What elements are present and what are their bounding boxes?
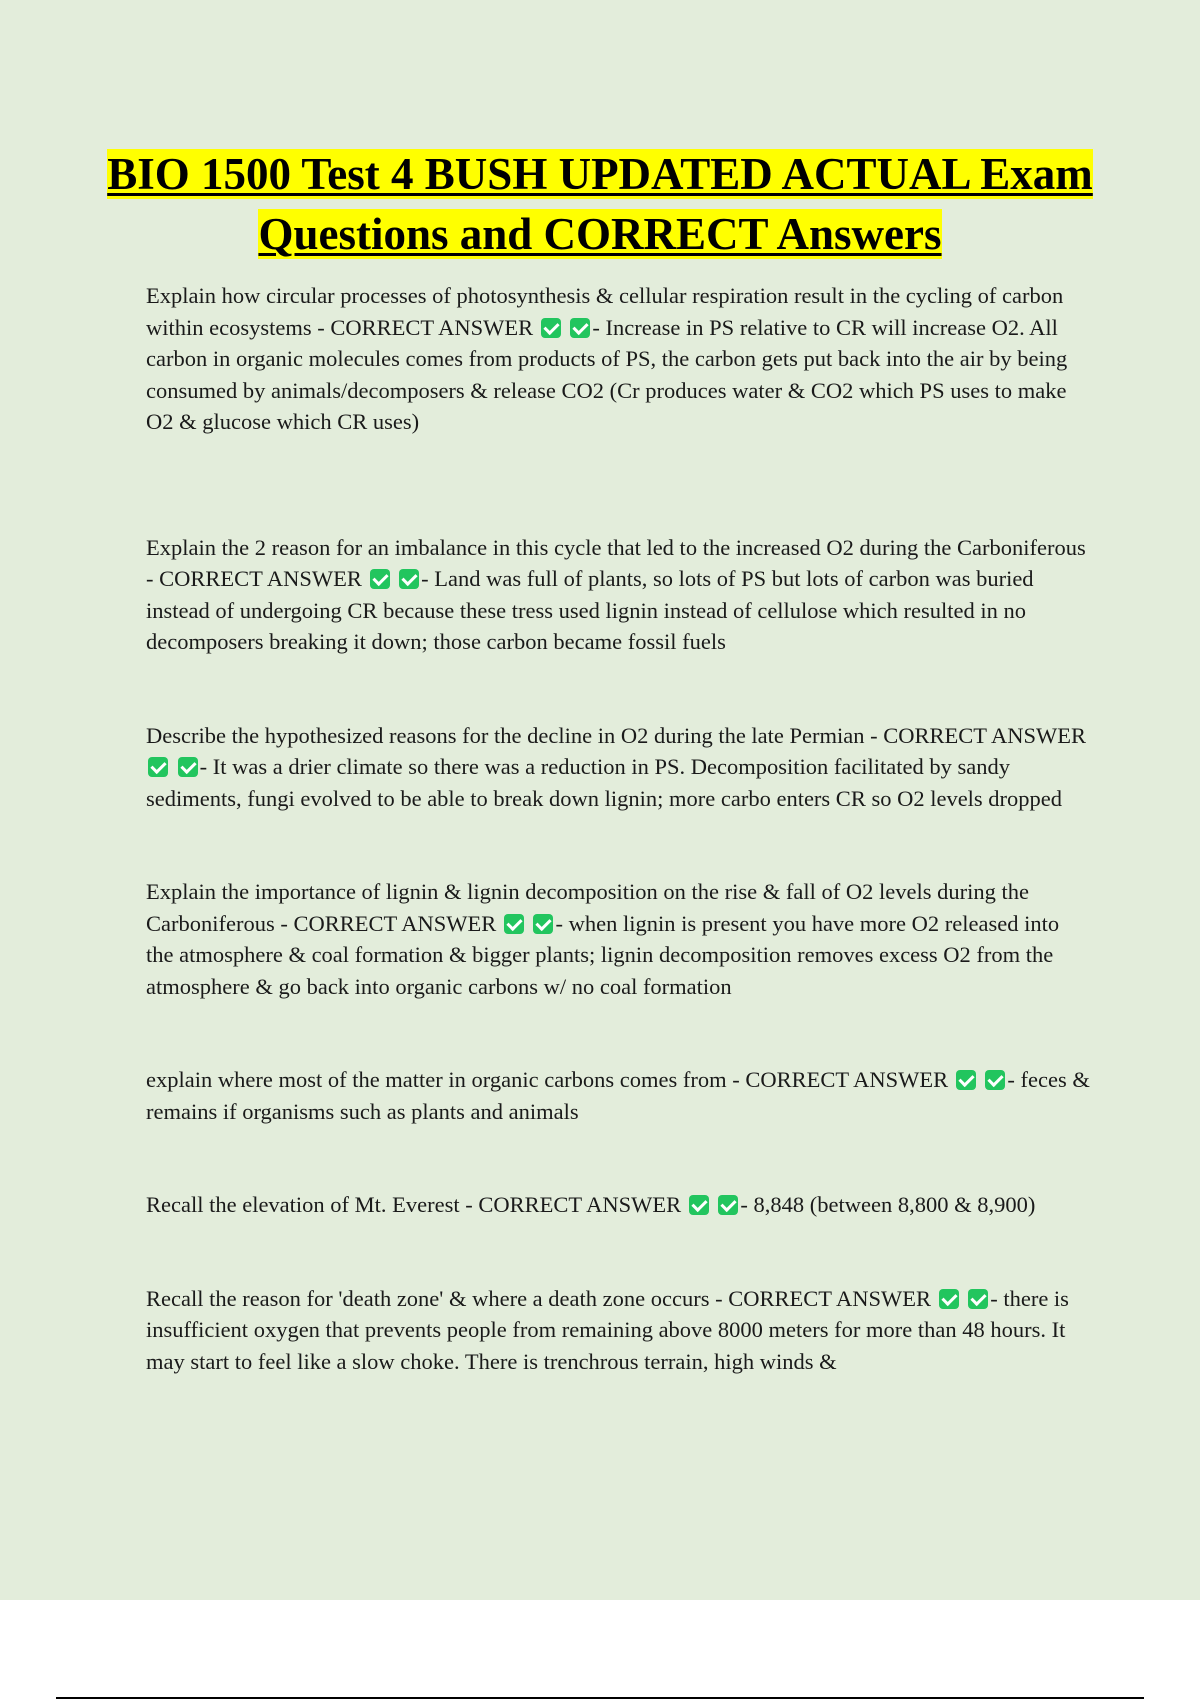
question-text: Explain the importance of lignin & lignin decomposition on the rise & fall of O2 levels during the Carboniferous [146, 879, 1029, 936]
green-checkbox-icon [689, 1195, 709, 1215]
green-checkbox-icon [956, 1070, 976, 1090]
green-checkbox-icon [985, 1070, 1005, 1090]
page-divider [56, 1697, 1144, 1699]
document-title [100, 144, 1100, 264]
question-text: Describe the hypothesized reasons for the decline in O2 during the late Permian [146, 722, 865, 748]
green-checkbox-icon [148, 757, 168, 777]
qa-item: Recall the reason for 'death zone' & where a death zone occurs - CORRECT ANSWER - there is insufficient oxygen that prevents people from remaining above 8000 meters for more than 48 hours. It may start to feel like a slow choke. There is trenchrous terrain, high winds & [146, 1285, 1069, 1374]
qa-item: Recall the elevation of Mt. Everest - CORRECT ANSWER - 8,848 (between 8,800 & 8,900) [146, 1192, 1036, 1217]
answer-text: It was a drier climate so there was a reduction in PS. Decomposition facilitated by sandy sediments, fungi evolved to be able to break down lignin; more carbo enters CR so O2 levels dropped [146, 754, 1063, 811]
question-text: Recall the elevation of Mt. Everest [146, 1192, 460, 1217]
answer-marker: CORRECT ANSWER [883, 722, 1087, 748]
answer-marker: CORRECT ANSWER [728, 1285, 931, 1311]
qa-item: Describe the hypothesized reasons for the decline in O2 during the late Permian - CORRECT ANSWER - It was a drier climate so there was a reduction in PS. Decomposition facilitated by sandy sediments, fungi evolved to be able to break down lignin; more carbo enters CR so O2 levels dropped [146, 722, 1087, 811]
answer-marker: CORRECT ANSWER [330, 314, 534, 340]
question-text: explain where most of the matter in organic carbons comes from [146, 1067, 727, 1092]
question-text: Explain how circular processes of photosynthesis & cellular respiration result in the cycling of carbon within ecosystems [146, 283, 1064, 340]
qa-list [146, 280, 1091, 1377]
green-checkbox-icon [541, 318, 561, 338]
answer-text: feces & remains if organisms such as plants and animals [146, 1067, 1090, 1124]
green-checkbox-icon [570, 318, 590, 338]
answer-marker: CORRECT ANSWER [159, 566, 362, 591]
answer-text: Increase in PS relative to CR will increase O2. All carbon in organic molecules comes from products of PS, the carbon gets put back into the air by being consumed by animals/decomposers & release CO2 (Cr produces water & CO2 which PS uses to make O2 & glucose which CR uses) [146, 314, 1068, 434]
answer-marker: CORRECT ANSWER [293, 910, 497, 936]
green-checkbox-icon [533, 914, 553, 934]
green-checkbox-icon [939, 1289, 959, 1309]
question-text: Explain the 2 reason for an imbalance in this cycle that led to the increased O2 during the Carboniferous [146, 534, 1086, 560]
qa-item: Explain the importance of lignin & lignin decomposition on the rise & fall of O2 levels during the Carboniferous - CORRECT ANSWER - when lignin is present you have more O2 released into the atmosphere & coal formation & bigger plants; lignin decomposition removes excess O2 from the atmosphere & go back into organic carbons w/ no coal formation [146, 879, 1060, 999]
answer-marker: CORRECT ANSWER [745, 1067, 949, 1092]
answer-text: Land was full of plants, so lots of PS but lots of carbon was buried instead of undergoing CR because these tress used lignin instead of cellulose which resulted in no decomposers breaking it down; those carbon became fossil fuels [146, 566, 1034, 654]
green-checkbox-icon [178, 757, 198, 777]
green-checkbox-icon [399, 569, 419, 589]
green-checkbox-icon [370, 569, 390, 589]
green-checkbox-icon [504, 914, 524, 934]
qa-item: Explain the 2 reason for an imbalance in this cycle that led to the increased O2 during the Carboniferous - CORRECT ANSWER - Land was full of plants, so lots of PS but lots of carbon was buried instead of undergoing CR because these tress used lignin instead of cellulose which resulted in no decomposers breaking it down; those carbon became fossil fuels [146, 534, 1086, 654]
answer-marker: CORRECT ANSWER [478, 1192, 682, 1217]
green-checkbox-icon [968, 1289, 988, 1309]
answer-text: there is insufficient oxygen that prevents people from remaining above 8000 meters for more than 48 hours. It may start to feel like a slow choke. There is trenchrous terrain, high winds & [146, 1285, 1069, 1374]
qa-item: Explain how circular processes of photosynthesis & cellular respiration result in the cycling of carbon within ecosystems - CORRECT ANSWER - Increase in PS relative to CR will increase O2. All carbon in organic molecules comes from products of PS, the carbon gets put back into the air by being consumed by animals/decomposers & release CO2 (Cr produces water & CO2 which PS uses to make O2 & glucose which CR uses) [146, 283, 1068, 434]
answer-text: when lignin is present you have more O2 released into the atmosphere & coal formation & bigger plants; lignin decomposition removes excess O2 from the atmosphere & go back into organic carbons w/ no coal formation [146, 910, 1060, 999]
qa-item: explain where most of the matter in organic carbons comes from - CORRECT ANSWER - feces & remains if organisms such as plants and animals [146, 1067, 1090, 1124]
question-text: Recall the reason for 'death zone' & where a death zone occurs [146, 1285, 710, 1311]
green-checkbox-icon [718, 1195, 738, 1215]
document-title-text: BIO 1500 Test 4 BUSH UPDATED ACTUAL Exam Questions and CORRECT Answers [107, 149, 1093, 259]
answer-text: 8,848 (between 8,800 & 8,900) [753, 1192, 1036, 1217]
